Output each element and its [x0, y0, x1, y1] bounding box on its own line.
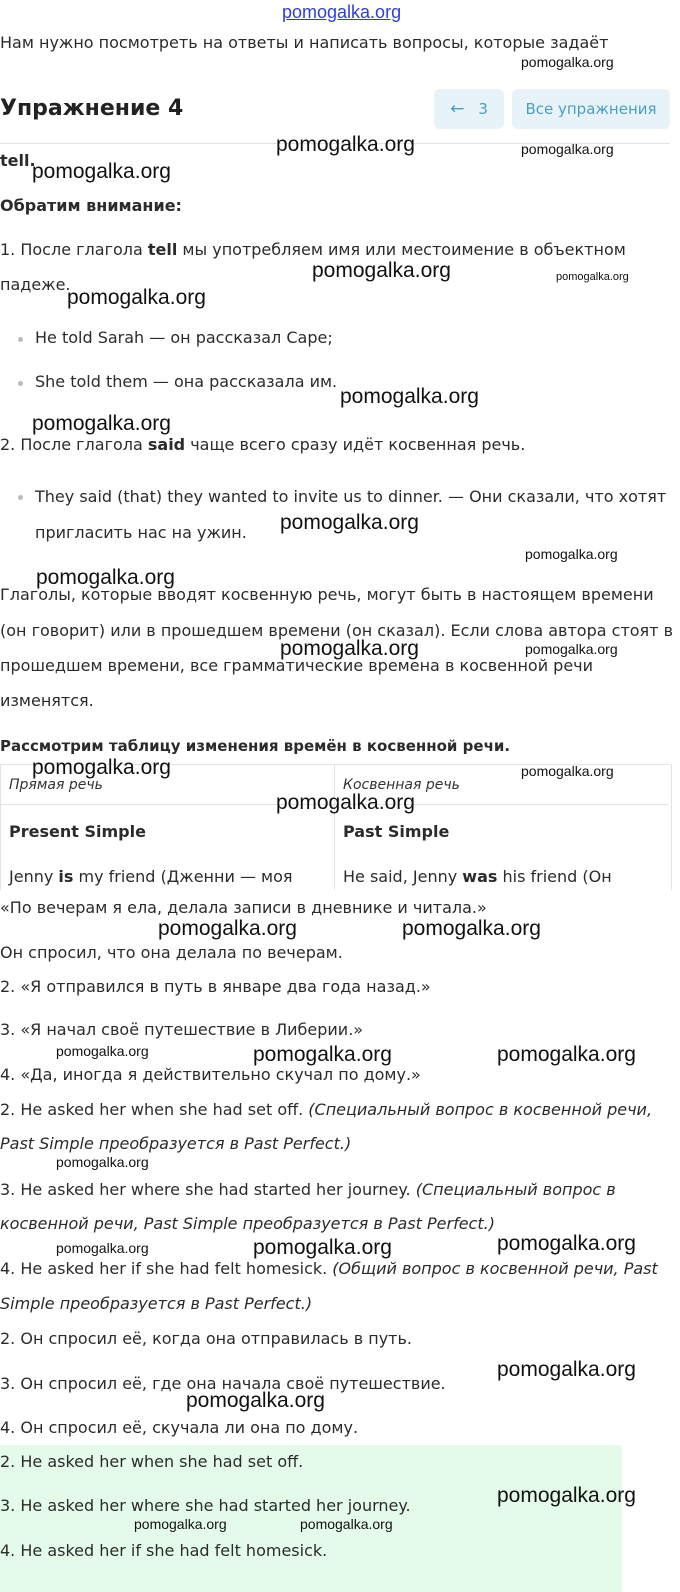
quote-line: 4. «Да, иногда я действительно скучал по дому.» [0, 1065, 421, 1084]
watermark: pomogalka.org [186, 1389, 325, 1412]
watermark: pomogalka.org [56, 1154, 149, 1170]
paragraph-line: (он говорит) или в прошедшем времени (он сказал). Если слова автора стоят в [0, 621, 674, 640]
intro-text: Нам нужно посмотреть на ответы и написать вопросы, которые задаёт [0, 33, 609, 52]
watermark: pomogalka.org [340, 385, 479, 408]
answer-line: Он спросил, что она делала по вечерам. [0, 943, 343, 962]
note-heading: Обратим внимание: [0, 196, 182, 215]
table-tense-right: Past Simple [343, 822, 450, 841]
bullet-item: She told them — она рассказала им. [35, 372, 338, 391]
english-answer-line2: Past Simple преобразуется в Past Perfect.) [0, 1134, 352, 1153]
watermark: pomogalka.org [497, 1043, 636, 1066]
prev-exercise-label: 3 [478, 100, 488, 118]
bullet-item: He told Sarah — он рассказал Саре; [35, 328, 333, 347]
quote-line: 3. «Я начал своё путешествие в Либерии.» [0, 1020, 364, 1039]
table-border [334, 764, 335, 890]
russian-answer: 2. Он спросил её, когда она отправилась в путь. [0, 1329, 412, 1348]
watermark: pomogalka.org [300, 1516, 393, 1532]
watermark: pomogalka.org [497, 1358, 636, 1381]
watermark: pomogalka.org [276, 133, 415, 156]
watermark: pomogalka.org [521, 763, 614, 779]
bullet-item: They said (that) they wanted to invite us to dinner. — Они сказали, что хотят [35, 487, 667, 506]
bullet-item-line2: пригласить нас на ужин. [35, 523, 247, 542]
table-example-left: Jenny is my friend (Дженни — моя [9, 867, 293, 886]
english-answer-line2: косвенной речи, Past Simple преобразуется в Past Perfect.) [0, 1214, 495, 1233]
english-answer: 4. He asked her if she had felt homesick. (Общий вопрос в косвенной речи, Past [0, 1259, 658, 1278]
watermark: pomogalka.org [32, 412, 171, 435]
all-exercises-button[interactable] [512, 89, 670, 129]
tense-table [0, 764, 672, 890]
quote-line: 2. «Я отправился в путь в январе два года назад.» [0, 977, 431, 996]
bullet-dot [18, 381, 23, 386]
watermark: pomogalka.org [525, 641, 618, 657]
watermark: pomogalka.org [280, 637, 419, 660]
bullet-dot [18, 337, 23, 342]
final-answer: 2. He asked her when she had set off. [0, 1452, 304, 1471]
watermark: pomogalka.org [36, 566, 175, 589]
watermark: pomogalka.org [280, 511, 419, 534]
russian-answer: 4. Он спросил её, скучала ли она по дому. [0, 1418, 359, 1437]
table-heading: Рассмотрим таблицу изменения времён в косвенной речи. [0, 737, 511, 755]
russian-answer: 3. Он спросил её, где она начала своё путешествие. [0, 1374, 446, 1393]
table-head-right: Косвенная речь [343, 777, 460, 793]
watermark: pomogalka.org [253, 1236, 392, 1259]
final-answer: 3. He asked her where she had started her journey. [0, 1496, 411, 1515]
watermark: pomogalka.org [276, 791, 415, 814]
paragraph-said: 2. После глагола said чаще всего сразу идёт косвенная речь. [0, 435, 526, 454]
watermark: pomogalka.org [32, 160, 171, 183]
english-answer-line2: Simple преобразуется в Past Perfect.) [0, 1294, 313, 1313]
paragraph-line: прошедшем времени, все грамматические времена в косвенной речи [0, 656, 594, 675]
final-answer: 4. He asked her if she had felt homesick. [0, 1541, 328, 1560]
watermark: pomogalka.org [312, 259, 451, 282]
watermark: pomogalka.org [56, 1043, 149, 1059]
tell-line: tell. [0, 151, 36, 170]
paragraph-line: изменятся. [0, 691, 94, 710]
watermark: pomogalka.org [525, 546, 618, 562]
watermark: pomogalka.org [158, 917, 297, 940]
prev-exercise-button[interactable] [434, 89, 504, 129]
arrow-left-icon: ← [450, 99, 465, 119]
watermark: pomogalka.org [556, 271, 629, 283]
paragraph-tell-line2: падеже. [0, 275, 71, 294]
watermark: pomogalka.org [497, 1484, 636, 1507]
page-title: Упражнение 4 [0, 96, 184, 121]
paragraph-tell: 1. После глагола tell мы употребляем имя или местоимение в объектном [0, 240, 626, 259]
watermark: pomogalka.org [134, 1516, 227, 1532]
watermark: pomogalka.org [253, 1043, 392, 1066]
table-head-left: Прямая речь [9, 777, 103, 793]
quote-line: «По вечерам я ела, делала записи в дневнике и читала.» [0, 898, 487, 917]
paragraph-line: Глаголы, которые вводят косвенную речь, могут быть в настоящем времени [0, 585, 654, 604]
watermark: pomogalka.org [497, 1232, 636, 1255]
table-example-right: He said, Jenny was his friend (Он [343, 867, 612, 886]
all-exercises-label: Все упражнения [525, 100, 657, 118]
watermark: pomogalka.org [67, 286, 206, 309]
english-answer: 2. He asked her when she had set off. (Специальный вопрос в косвенной речи, [0, 1100, 653, 1119]
watermark: pomogalka.org [32, 756, 171, 779]
watermark: pomogalka.org [521, 54, 614, 70]
watermark: pomogalka.org [521, 141, 614, 157]
table-tense-left: Present Simple [9, 822, 146, 841]
watermark: pomogalka.org [402, 917, 541, 940]
english-answer: 3. He asked her where she had started her journey. (Специальный вопрос в [0, 1180, 616, 1199]
bullet-dot [18, 495, 23, 500]
watermark: pomogalka.org [56, 1240, 149, 1256]
site-link[interactable]: pomogalka.org [282, 2, 402, 22]
